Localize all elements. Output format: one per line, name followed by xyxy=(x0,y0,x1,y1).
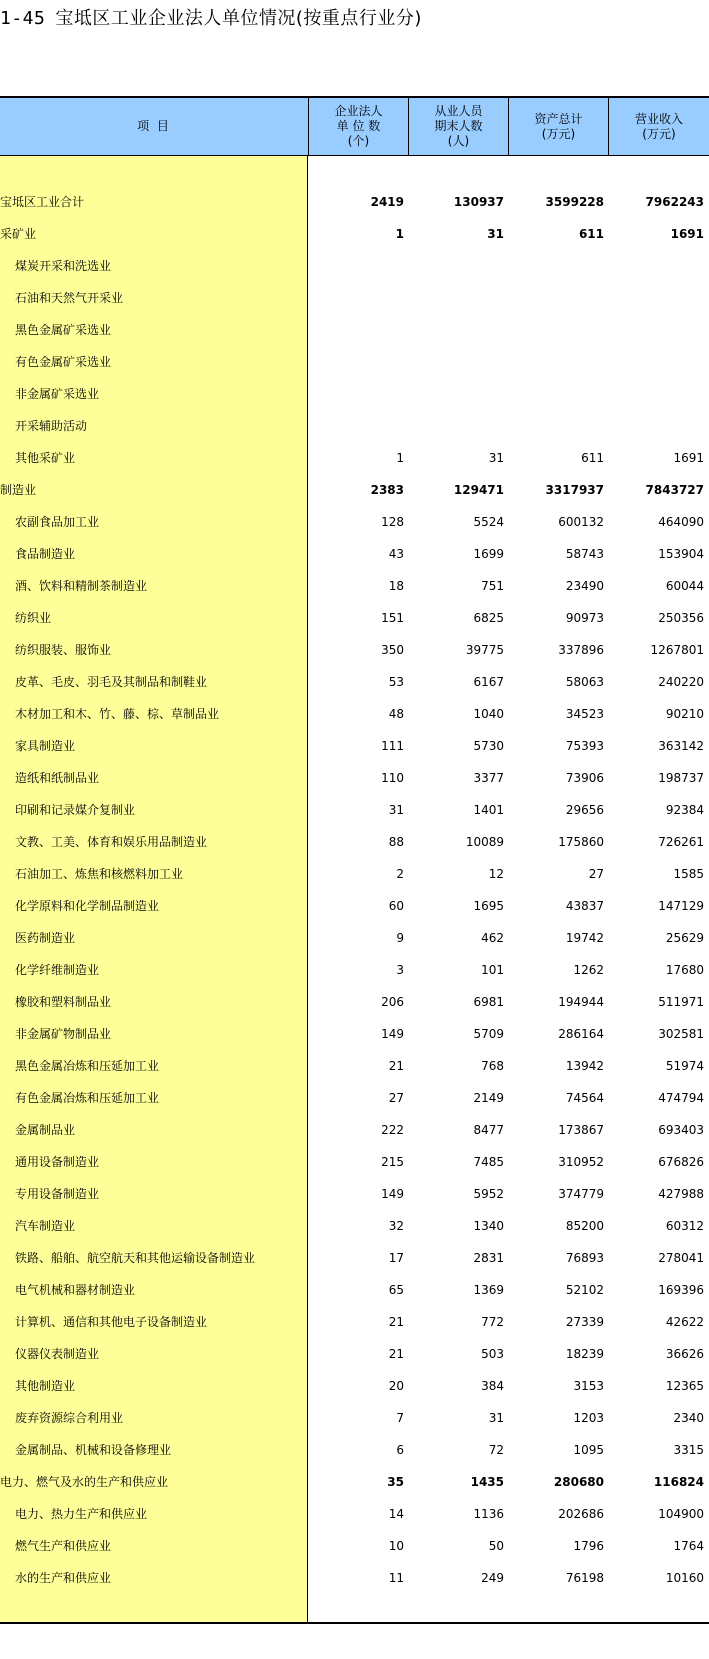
employees-cell: 1699 xyxy=(473,547,504,561)
table-title: 宝坻区工业企业法人单位情况(按重点行业分) xyxy=(55,8,422,29)
total-assets-cell: 280680 xyxy=(553,1475,604,1489)
row-label: 木材加工和木、竹、藤、棕、草制品业 xyxy=(15,707,220,721)
employees-cell: 384 xyxy=(481,1379,504,1393)
employees-cell: 5730 xyxy=(473,739,504,753)
enterprise-count-cell: 27 xyxy=(388,1091,404,1105)
table-row xyxy=(0,858,709,890)
table-row xyxy=(0,1082,709,1114)
revenue-cell: 278041 xyxy=(658,1251,704,1265)
total-assets-cell: 194944 xyxy=(558,995,604,1009)
revenue-cell: 2340 xyxy=(673,1411,704,1425)
row-label: 宝坻区工业合计 xyxy=(0,195,85,209)
revenue-cell: 147129 xyxy=(658,899,704,913)
table-row xyxy=(0,826,709,858)
table-row xyxy=(0,1530,709,1562)
row-label: 印刷和记录媒介复制业 xyxy=(15,803,136,817)
table-row xyxy=(0,186,709,218)
revenue-cell: 427988 xyxy=(658,1187,704,1201)
employees-cell: 8477 xyxy=(473,1123,504,1137)
revenue-cell: 90210 xyxy=(665,707,704,721)
employees-cell: 6981 xyxy=(473,995,504,1009)
enterprise-count-cell: 3 xyxy=(396,963,404,977)
total-assets-cell: 3599228 xyxy=(545,195,604,209)
revenue-cell: 240220 xyxy=(658,675,704,689)
table-row xyxy=(0,282,709,314)
row-label: 其他采矿业 xyxy=(15,451,76,465)
row-label: 废弃资源综合利用业 xyxy=(15,1411,124,1425)
table-row xyxy=(0,794,709,826)
table-row xyxy=(0,346,709,378)
employees-cell: 12 xyxy=(488,867,504,881)
enterprise-count-cell: 149 xyxy=(381,1027,404,1041)
table-row xyxy=(0,698,709,730)
revenue-cell: 60044 xyxy=(665,579,704,593)
enterprise-count-cell: 2383 xyxy=(370,483,404,497)
enterprise-count-cell: 149 xyxy=(381,1187,404,1201)
table-row xyxy=(0,666,709,698)
row-label: 非金属矿采选业 xyxy=(15,387,100,401)
table-row xyxy=(0,378,709,410)
total-assets-cell: 310952 xyxy=(558,1155,604,1169)
total-assets-cell: 1203 xyxy=(573,1411,604,1425)
row-label: 黑色金属冶炼和压延加工业 xyxy=(15,1059,160,1073)
row-label: 汽车制造业 xyxy=(15,1219,76,1233)
table-row xyxy=(0,602,709,634)
table-row xyxy=(0,1306,709,1338)
employees-cell: 10089 xyxy=(465,835,504,849)
row-label: 纺织业 xyxy=(15,611,52,625)
employees-cell: 6167 xyxy=(473,675,504,689)
enterprise-count-cell: 88 xyxy=(388,835,404,849)
revenue-cell: 726261 xyxy=(658,835,704,849)
enterprise-count-cell: 110 xyxy=(381,771,404,785)
table-number: 1-45 xyxy=(0,8,46,29)
table-row xyxy=(0,1338,709,1370)
enterprise-count-cell: 17 xyxy=(388,1251,404,1265)
employees-cell: 31 xyxy=(488,1411,504,1425)
row-label: 酒、饮料和精制茶制造业 xyxy=(15,579,148,593)
table-row xyxy=(0,314,709,346)
table-row xyxy=(0,986,709,1018)
employees-cell: 2831 xyxy=(473,1251,504,1265)
total-assets-cell: 27 xyxy=(588,867,604,881)
revenue-cell: 42622 xyxy=(665,1315,704,1329)
employees-cell: 768 xyxy=(481,1059,504,1073)
enterprise-count-cell: 53 xyxy=(388,675,404,689)
table-row xyxy=(0,1402,709,1434)
employees-cell: 5524 xyxy=(473,515,504,529)
employees-cell: 249 xyxy=(481,1571,504,1585)
row-label: 计算机、通信和其他电子设备制造业 xyxy=(15,1315,208,1329)
total-assets-cell: 13942 xyxy=(565,1059,604,1073)
revenue-cell: 198737 xyxy=(658,771,704,785)
employees-cell: 1695 xyxy=(473,899,504,913)
revenue-cell: 51974 xyxy=(665,1059,704,1073)
row-label: 其他制造业 xyxy=(15,1379,76,1393)
table-row xyxy=(0,1370,709,1402)
employees-cell: 31 xyxy=(487,227,504,241)
employees-cell: 751 xyxy=(481,579,504,593)
row-label: 食品制造业 xyxy=(15,547,76,561)
table-row xyxy=(0,922,709,954)
total-assets-cell: 58063 xyxy=(565,675,604,689)
row-label: 金属制品、机械和设备修理业 xyxy=(15,1443,172,1457)
enterprise-count-cell: 111 xyxy=(381,739,404,753)
table-bottom-rule xyxy=(0,1622,709,1624)
revenue-cell: 10160 xyxy=(665,1571,704,1585)
table-row xyxy=(0,1146,709,1178)
row-label: 造纸和纸制品业 xyxy=(15,771,100,785)
revenue-cell: 116824 xyxy=(653,1475,704,1489)
enterprise-count-cell: 206 xyxy=(381,995,404,1009)
revenue-cell: 693403 xyxy=(658,1123,704,1137)
total-assets-cell: 611 xyxy=(578,227,604,241)
row-label: 仪器仪表制造业 xyxy=(15,1347,100,1361)
enterprise-count-cell: 10 xyxy=(388,1539,404,1553)
enterprise-count-cell: 1 xyxy=(395,227,404,241)
employees-cell: 6825 xyxy=(473,611,504,625)
enterprise-count-cell: 31 xyxy=(388,803,404,817)
revenue-cell: 169396 xyxy=(658,1283,704,1297)
enterprise-count-cell: 1 xyxy=(396,451,404,465)
table-row xyxy=(0,410,709,442)
row-label: 医药制造业 xyxy=(15,931,76,945)
employees-cell: 503 xyxy=(481,1347,504,1361)
header-item xyxy=(0,98,308,155)
revenue-cell: 153904 xyxy=(658,547,704,561)
table-row xyxy=(0,1114,709,1146)
revenue-cell: 60312 xyxy=(665,1219,704,1233)
employees-cell: 7485 xyxy=(473,1155,504,1169)
total-assets-cell: 85200 xyxy=(565,1219,604,1233)
employees-cell: 772 xyxy=(481,1315,504,1329)
row-label: 非金属矿物制品业 xyxy=(15,1027,112,1041)
enterprise-count-cell: 21 xyxy=(388,1315,404,1329)
employees-cell: 5709 xyxy=(473,1027,504,1041)
enterprise-count-cell: 21 xyxy=(388,1347,404,1361)
row-label: 电气机械和器材制造业 xyxy=(15,1283,136,1297)
header-total-assets: 资产总计 (万元) xyxy=(508,98,608,155)
table-row xyxy=(0,1018,709,1050)
revenue-cell: 7962243 xyxy=(645,195,704,209)
enterprise-count-cell: 20 xyxy=(388,1379,404,1393)
row-label: 采矿业 xyxy=(0,227,37,241)
total-assets-cell: 23490 xyxy=(565,579,604,593)
employees-cell: 1435 xyxy=(470,1475,504,1489)
table-row xyxy=(0,442,709,474)
enterprise-count-cell: 65 xyxy=(388,1283,404,1297)
header-item-label: 项 目 xyxy=(137,119,171,133)
enterprise-count-cell: 18 xyxy=(388,579,404,593)
table-header xyxy=(0,96,709,156)
employees-cell: 31 xyxy=(488,451,504,465)
employees-cell: 130937 xyxy=(453,195,504,209)
revenue-cell: 3315 xyxy=(673,1443,704,1457)
total-assets-cell: 34523 xyxy=(565,707,604,721)
enterprise-count-cell: 350 xyxy=(381,643,404,657)
total-assets-cell: 1095 xyxy=(573,1443,604,1457)
page-title xyxy=(0,4,422,30)
revenue-cell: 7843727 xyxy=(645,483,704,497)
revenue-cell: 104900 xyxy=(658,1507,704,1521)
revenue-cell: 676826 xyxy=(658,1155,704,1169)
row-label: 黑色金属矿采选业 xyxy=(15,323,112,337)
employees-cell: 3377 xyxy=(473,771,504,785)
total-assets-cell: 3153 xyxy=(573,1379,604,1393)
employees-cell: 129471 xyxy=(453,483,504,497)
enterprise-count-cell: 35 xyxy=(387,1475,404,1489)
total-assets-cell: 74564 xyxy=(565,1091,604,1105)
enterprise-count-cell: 6 xyxy=(396,1443,404,1457)
row-label: 铁路、船舶、航空航天和其他运输设备制造业 xyxy=(15,1251,256,1265)
table-row xyxy=(0,1178,709,1210)
total-assets-cell: 1262 xyxy=(573,963,604,977)
revenue-cell: 92384 xyxy=(665,803,704,817)
employees-cell: 50 xyxy=(488,1539,504,1553)
employees-cell: 1040 xyxy=(473,707,504,721)
row-label: 燃气生产和供应业 xyxy=(15,1539,112,1553)
table-row xyxy=(0,1210,709,1242)
row-label: 专用设备制造业 xyxy=(15,1187,100,1201)
employees-cell: 1401 xyxy=(473,803,504,817)
total-assets-cell: 29656 xyxy=(565,803,604,817)
row-label: 通用设备制造业 xyxy=(15,1155,100,1169)
revenue-cell: 363142 xyxy=(658,739,704,753)
revenue-cell: 1691 xyxy=(673,451,704,465)
table-row xyxy=(0,1242,709,1274)
revenue-cell: 302581 xyxy=(658,1027,704,1041)
employees-cell: 39775 xyxy=(465,643,504,657)
employees-cell: 72 xyxy=(488,1443,504,1457)
employees-cell: 1136 xyxy=(473,1507,504,1521)
total-assets-cell: 3317937 xyxy=(545,483,604,497)
revenue-cell: 250356 xyxy=(658,611,704,625)
header-enterprise-count: 企业法人 单 位 数 (个) xyxy=(308,98,408,155)
enterprise-count-cell: 2 xyxy=(396,867,404,881)
table-row xyxy=(0,730,709,762)
total-assets-cell: 374779 xyxy=(558,1187,604,1201)
total-assets-cell: 173867 xyxy=(558,1123,604,1137)
table-row xyxy=(0,762,709,794)
revenue-cell: 17680 xyxy=(665,963,704,977)
total-assets-cell: 90973 xyxy=(565,611,604,625)
table-row xyxy=(0,506,709,538)
table-row xyxy=(0,1274,709,1306)
enterprise-count-cell: 9 xyxy=(396,931,404,945)
row-label: 电力、燃气及水的生产和供应业 xyxy=(0,1475,169,1489)
revenue-cell: 464090 xyxy=(658,515,704,529)
total-assets-cell: 19742 xyxy=(565,931,604,945)
table-row xyxy=(0,634,709,666)
table-row xyxy=(0,1498,709,1530)
revenue-cell: 511971 xyxy=(658,995,704,1009)
total-assets-cell: 202686 xyxy=(558,1507,604,1521)
total-assets-cell: 337896 xyxy=(558,643,604,657)
row-label: 家具制造业 xyxy=(15,739,76,753)
row-label: 文教、工美、体育和娱乐用品制造业 xyxy=(15,835,208,849)
enterprise-count-cell: 32 xyxy=(388,1219,404,1233)
table-row xyxy=(0,570,709,602)
table-row xyxy=(0,538,709,570)
row-label: 纺织服装、服饰业 xyxy=(15,643,112,657)
enterprise-count-cell: 43 xyxy=(388,547,404,561)
table-body xyxy=(0,186,709,1594)
total-assets-cell: 73906 xyxy=(565,771,604,785)
revenue-cell: 36626 xyxy=(665,1347,704,1361)
enterprise-count-cell: 14 xyxy=(388,1507,404,1521)
row-label: 化学纤维制造业 xyxy=(15,963,100,977)
table-row xyxy=(0,1466,709,1498)
total-assets-cell: 175860 xyxy=(558,835,604,849)
total-assets-cell: 600132 xyxy=(558,515,604,529)
revenue-cell: 25629 xyxy=(665,931,704,945)
enterprise-count-cell: 222 xyxy=(381,1123,404,1137)
row-label: 化学原料和化学制品制造业 xyxy=(15,899,160,913)
table-row xyxy=(0,1562,709,1594)
table-row xyxy=(0,250,709,282)
row-label: 皮革、毛皮、羽毛及其制品和制鞋业 xyxy=(15,675,208,689)
total-assets-cell: 611 xyxy=(581,451,604,465)
total-assets-cell: 76198 xyxy=(565,1571,604,1585)
enterprise-count-cell: 21 xyxy=(388,1059,404,1073)
enterprise-count-cell: 128 xyxy=(381,515,404,529)
row-label: 农副食品加工业 xyxy=(15,515,100,529)
row-label: 橡胶和塑料制品业 xyxy=(15,995,112,1009)
row-label: 石油加工、炼焦和核燃料加工业 xyxy=(15,867,184,881)
row-label: 石油和天然气开采业 xyxy=(15,291,124,305)
table-row xyxy=(0,1050,709,1082)
table-row xyxy=(0,474,709,506)
total-assets-cell: 58743 xyxy=(565,547,604,561)
table-row xyxy=(0,954,709,986)
enterprise-count-cell: 215 xyxy=(381,1155,404,1169)
revenue-cell: 1764 xyxy=(673,1539,704,1553)
row-label: 金属制品业 xyxy=(15,1123,76,1137)
row-label: 有色金属冶炼和压延加工业 xyxy=(15,1091,160,1105)
revenue-cell: 474794 xyxy=(658,1091,704,1105)
employees-cell: 2149 xyxy=(473,1091,504,1105)
enterprise-count-cell: 7 xyxy=(396,1411,404,1425)
revenue-cell: 12365 xyxy=(665,1379,704,1393)
total-assets-cell: 18239 xyxy=(565,1347,604,1361)
header-revenue: 营业收入 (万元) xyxy=(608,98,709,155)
table-row xyxy=(0,218,709,250)
total-assets-cell: 27339 xyxy=(565,1315,604,1329)
employees-cell: 5952 xyxy=(473,1187,504,1201)
revenue-cell: 1691 xyxy=(670,227,704,241)
total-assets-cell: 286164 xyxy=(558,1027,604,1041)
total-assets-cell: 52102 xyxy=(565,1283,604,1297)
total-assets-cell: 1796 xyxy=(573,1539,604,1553)
table-row xyxy=(0,890,709,922)
enterprise-count-cell: 11 xyxy=(388,1571,404,1585)
total-assets-cell: 75393 xyxy=(565,739,604,753)
enterprise-count-cell: 151 xyxy=(381,611,404,625)
row-label: 煤炭开采和洗选业 xyxy=(15,259,112,273)
row-label: 制造业 xyxy=(0,483,37,497)
header-employees: 从业人员 期末人数 (人) xyxy=(408,98,508,155)
revenue-cell: 1585 xyxy=(673,867,704,881)
table-row xyxy=(0,1434,709,1466)
total-assets-cell: 76893 xyxy=(565,1251,604,1265)
enterprise-count-cell: 2419 xyxy=(370,195,404,209)
row-label: 有色金属矿采选业 xyxy=(15,355,112,369)
row-label: 电力、热力生产和供应业 xyxy=(15,1507,148,1521)
employees-cell: 1340 xyxy=(473,1219,504,1233)
enterprise-count-cell: 48 xyxy=(388,707,404,721)
revenue-cell: 1267801 xyxy=(650,643,704,657)
employees-cell: 1369 xyxy=(473,1283,504,1297)
row-label: 开采辅助活动 xyxy=(15,419,88,433)
employees-cell: 462 xyxy=(481,931,504,945)
row-label: 水的生产和供应业 xyxy=(15,1571,112,1585)
enterprise-count-cell: 60 xyxy=(388,899,404,913)
employees-cell: 101 xyxy=(481,963,504,977)
total-assets-cell: 43837 xyxy=(565,899,604,913)
